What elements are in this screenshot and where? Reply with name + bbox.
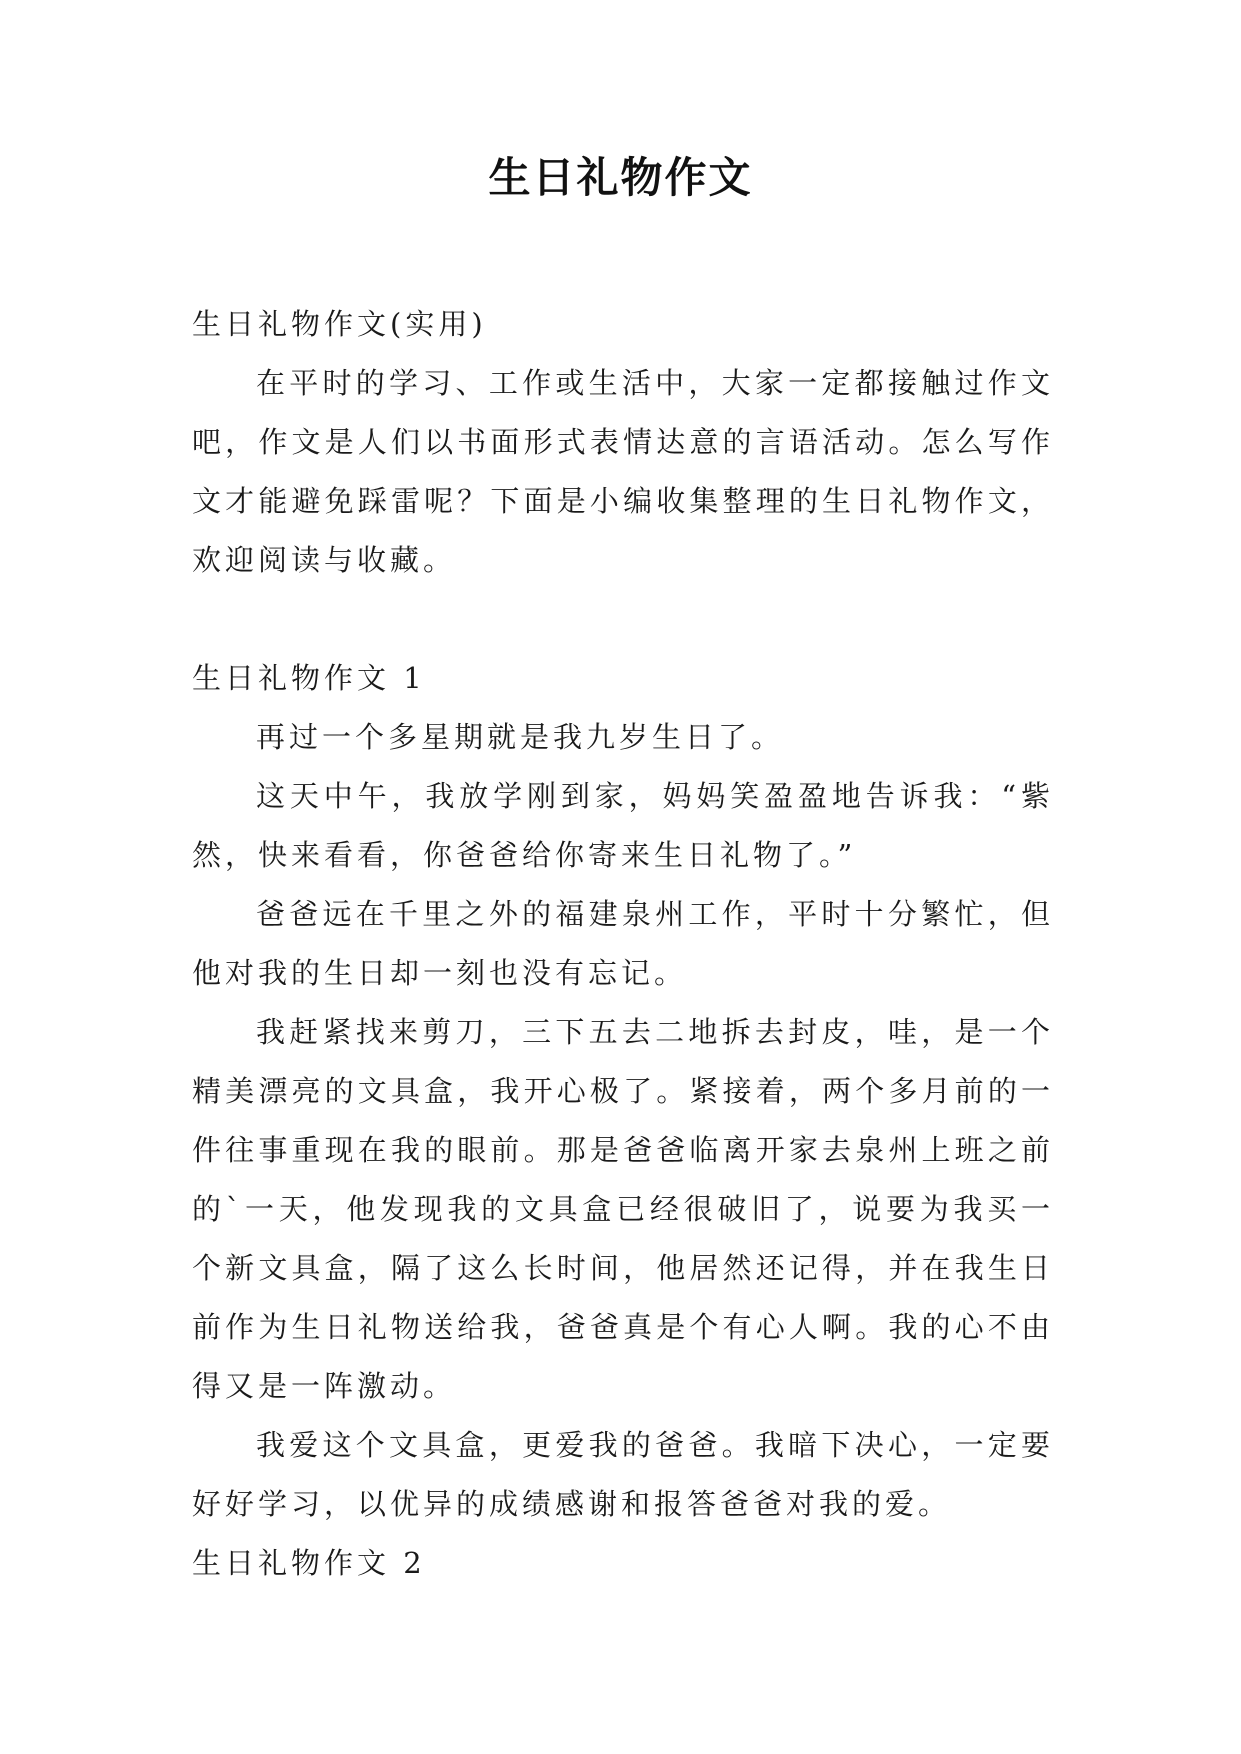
essay-1-paragraph: 我爱这个文具盒，更爱我的爸爸。我暗下决心，一定要好好学习，以优异的成绩感谢和报答爸爸对我的爱。 <box>192 1428 1054 1521</box>
document-body <box>192 295 1054 1593</box>
essay-1-paragraph: 这天中午，我放学刚到家，妈妈笑盈盈地告诉我：“紫然，快来看看，你爸爸给你寄来生日礼物了。” <box>192 779 1054 872</box>
intro-paragraph: 在平时的学习、工作或生活中，大家一定都接触过作文吧，作文是人们以书面形式表情达意的言语活动。怎么写作文才能避免踩雷呢？下面是小编收集整理的生日礼物作文，欢迎阅读与收藏。 <box>192 366 1054 577</box>
essay-1-heading: 生日礼物作文 1 <box>192 661 426 695</box>
essay-1-paragraph: 再过一个多星期就是我九岁生日了。 <box>256 720 785 754</box>
document-subtitle: 生日礼物作文(实用) <box>192 307 487 341</box>
document-title: 生日礼物作文 <box>488 153 753 202</box>
essay-2-heading: 生日礼物作文 2 <box>192 1546 426 1580</box>
essay-1-paragraph: 我赶紧找来剪刀，三下五去二地拆去封皮，哇，是一个精美漂亮的文具盒，我开心极了。紧接着，两个多月前的一件往事重现在我的眼前。那是爸爸临离开家去泉州上班之前的`一天，他发现我的文具盒已经很破旧了，说要为我买一个新文具盒，隔了这么长时间，他居然还记得，并在我生日前作为生日礼物送给我，爸爸真是个有心人啊。我的心不由得又是一阵激动。 <box>192 1015 1054 1403</box>
section-spacer <box>192 590 1054 649</box>
essay-1-paragraph: 爸爸远在千里之外的福建泉州工作，平时十分繁忙，但他对我的生日却一刻也没有忘记。 <box>192 897 1054 990</box>
